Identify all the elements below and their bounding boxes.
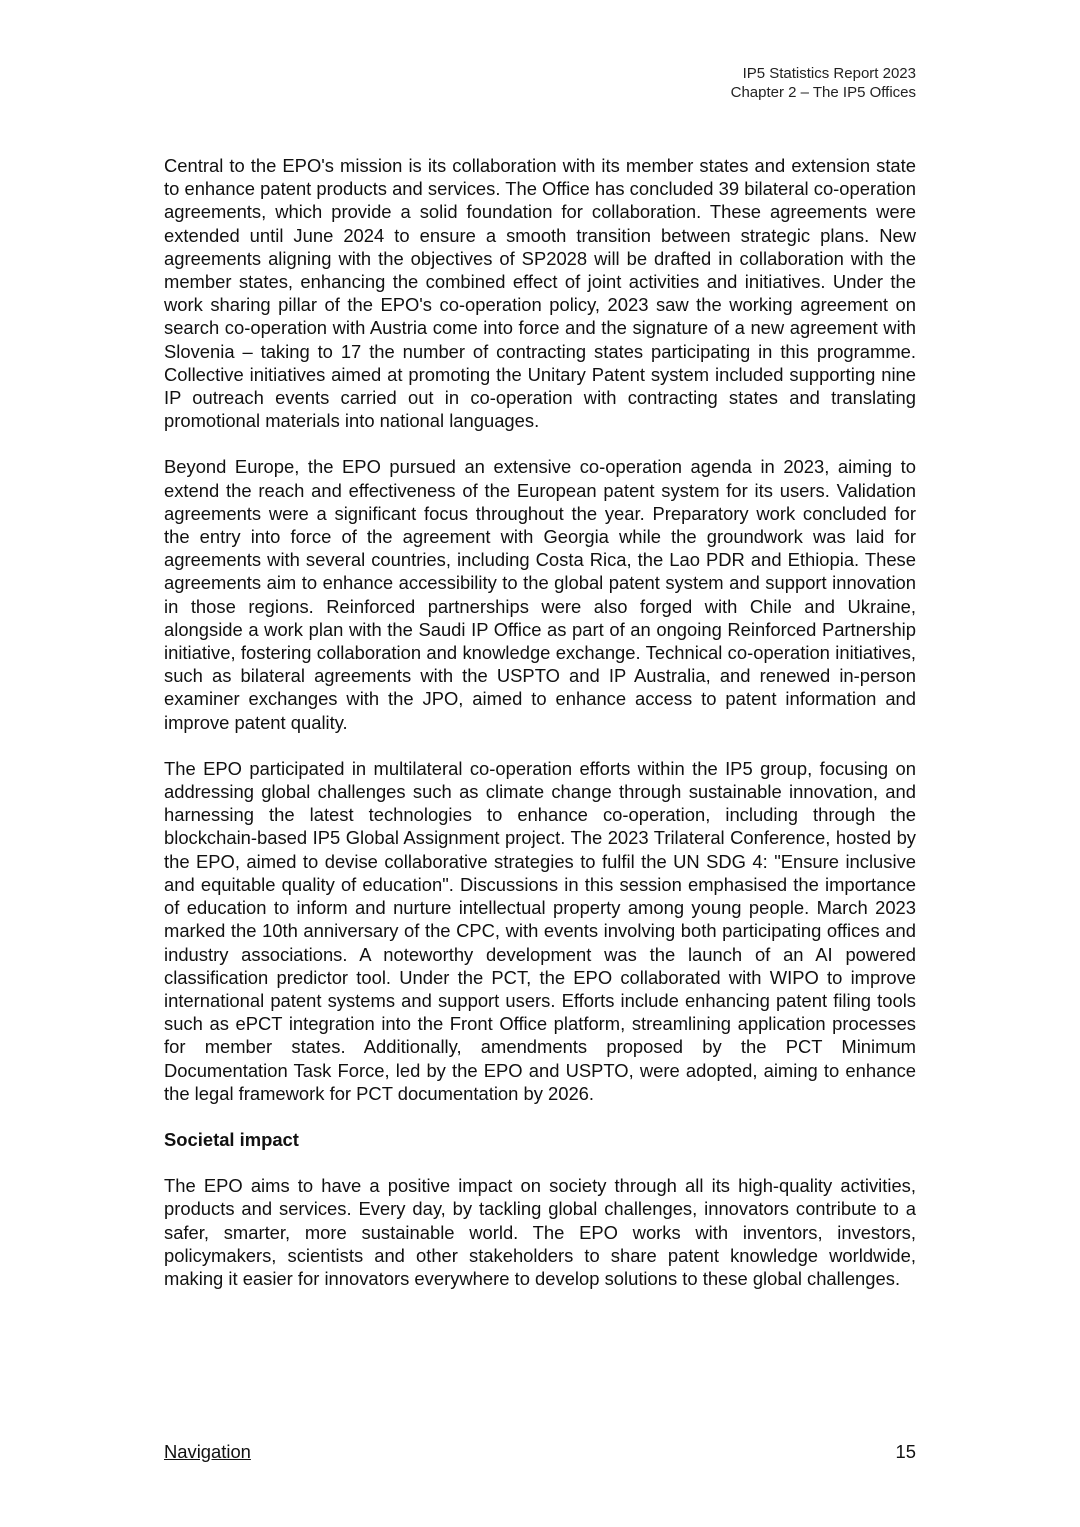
chapter-title: Chapter 2 – The IP5 Offices <box>730 84 916 101</box>
paragraph-societal-impact: The EPO aims to have a positive impact on society through all its high-quality activities, products and services. Every day, by tackling global challenges, innovators contribute to a safer, smarter, more sustainable world. The EPO works with inventors, investors, policymakers, scientists and other stakeholders to share patent knowledge worldwide, making it easier for innovators everywhere to develop solutions to these global challenges. <box>164 1175 916 1289</box>
paragraph-member-states: Central to the EPO's mission is its collaboration with its member states and extension state to enhance patent products and services. The Office has concluded 39 bilateral co-operation agreements, which provide a solid foundation for collaboration. These agreements were extended until June 2024 to ensure a smooth transition between strategic plans. New agreements aligning with the objectives of SP2028 will be drafted in collaboration with the member states, enhancing the combined effect of joint activities and initiatives. Under the work sharing pillar of the EPO's co-operation policy, 2023 saw the working agreement on search co-operation with Austria come into force and the signature of a new agreement with Slovenia – taking to 17 the number of contracting states participating in this programme. Collective initiatives aimed at promoting the Unitary Patent system included supporting nine IP outreach events carried out in co-operation with contracting states and translating promotional materials into national languages. <box>164 155 916 432</box>
page-header <box>731 64 916 102</box>
paragraph-multilateral: The EPO participated in multilateral co-operation efforts within the IP5 group, focusing on addressing global challenges such as climate change through sustainable innovation, and harnessing the latest technologies to enhance co-operation, including through the blockchain-based IP5 Global Assignment project. The 2023 Trilateral Conference, hosted by the EPO, aimed to devise collaborative strategies to fulfil the UN SDG 4: "Ensure inclusive and equitable quality of education". Discussions in this session emphasised the importance of education to inform and nurture intellectual property among young people. March 2023 marked the 10th anniversary of the CPC, with events involving both participating offices and industry associations. A noteworthy development was the launch of an AI powered classification predictor tool. Under the PCT, the EPO collaborated with WIPO to improve international patent systems and support users. Efforts include enhancing patent filing tools such as ePCT integration into the Front Office platform, streamlining application processes for member states. Additionally, amendments proposed by the PCT Minimum Documentation Task Force, led by the EPO and USPTO, were adopted, aiming to enhance the legal framework for PCT documentation by 2026. <box>164 757 916 1104</box>
page-number: 15 <box>895 1441 916 1462</box>
main-content <box>164 154 916 1313</box>
report-title: IP5 Statistics Report 2023 <box>742 65 916 82</box>
page-footer <box>164 1440 916 1463</box>
navigation-link[interactable]: Navigation <box>164 1441 251 1462</box>
paragraph-beyond-europe: Beyond Europe, the EPO pursued an extensive co-operation agenda in 2023, aiming to extend the reach and effectiveness of the European patent system for its users. Validation agreements were a significant focus throughout the year. Preparatory work concluded for the entry into force of the agreement with Georgia while the groundwork was laid for agreements with several countries, including Costa Rica, the Lao PDR and Ethiopia. These agreements aim to enhance accessibility to the global patent system and support innovation in those regions. Reinforced partnerships were also forged with Chile and Ukraine, alongside a work plan with the Saudi IP Office as part of an ongoing Reinforced Partnership initiative, fostering collaboration and knowledge exchange. Technical co-operation initiatives, such as bilateral agreements with the USPTO and IP Australia, and renewed in-person examiner exchanges with the JPO, aimed to enhance access to patent information and improve patent quality. <box>164 456 916 733</box>
section-heading-societal-impact: Societal impact <box>164 1128 299 1150</box>
